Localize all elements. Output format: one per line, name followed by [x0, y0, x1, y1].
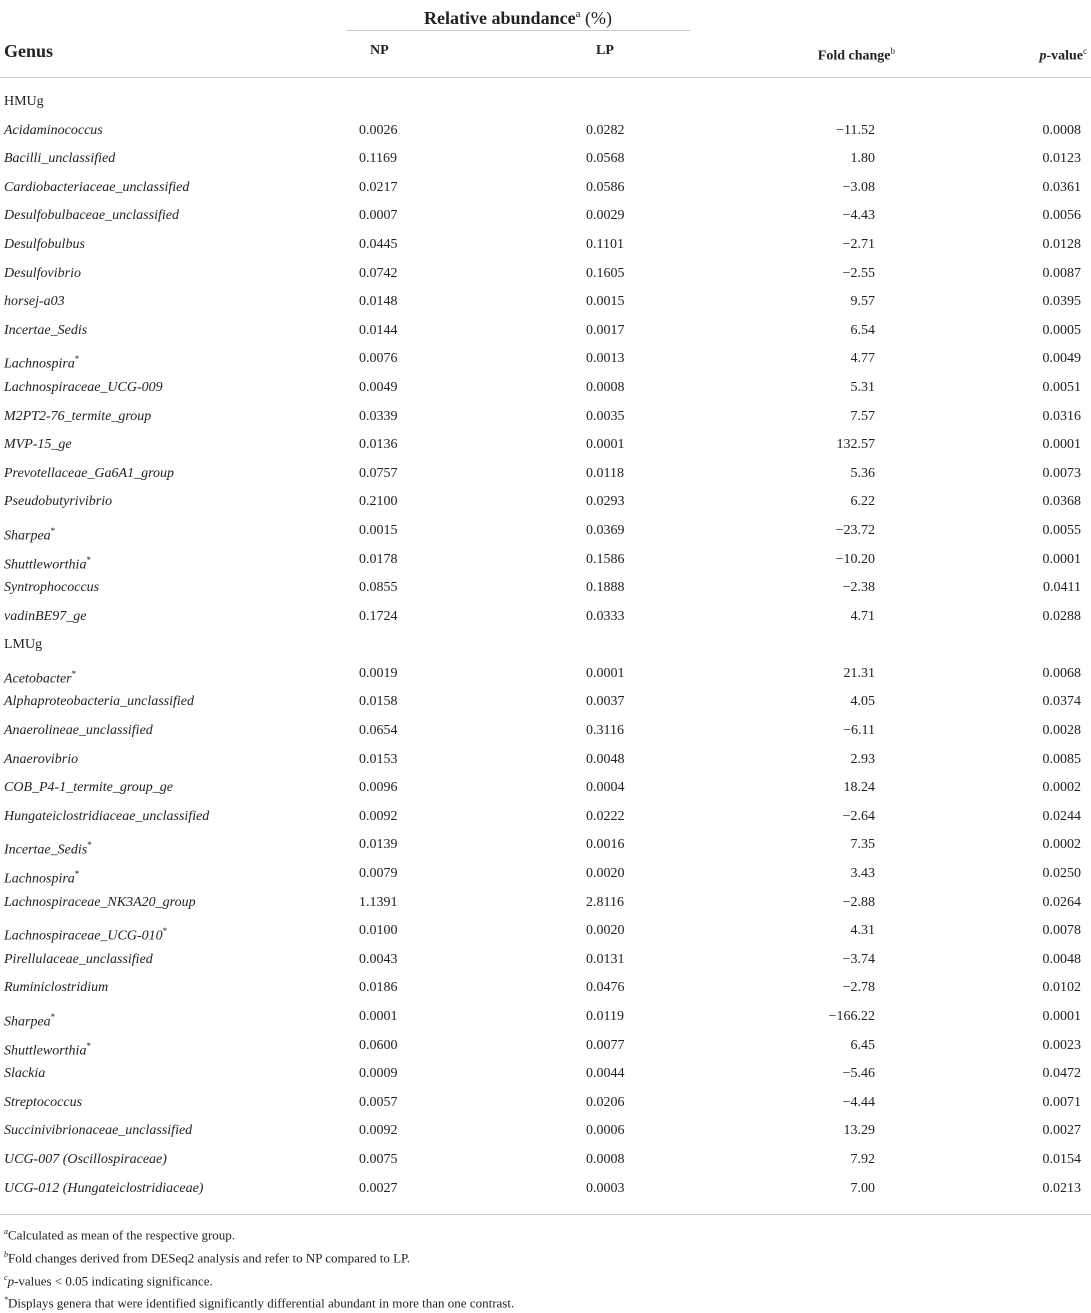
p-value-cell: 0.0361 — [1042, 179, 1081, 195]
genus-name: Desulfobulbus — [4, 236, 85, 252]
genus-name: Prevotellaceae_Ga6A1_group — [4, 465, 175, 481]
fold-change-cell: 5.36 — [850, 465, 875, 481]
np-cell: 0.2100 — [359, 494, 398, 510]
table-row — [0, 603, 1091, 632]
np-cell: 0.0079 — [359, 866, 398, 882]
fold-change-cell: −2.88 — [842, 894, 875, 910]
fold-change-cell: −4.43 — [842, 208, 875, 224]
genus-name: Desulfobulbaceae_unclassified — [4, 208, 179, 224]
genus-cell — [4, 746, 78, 775]
lp-cell: 0.0048 — [586, 751, 625, 767]
table-row — [0, 831, 1091, 860]
p-value-cell: 0.0068 — [1042, 665, 1081, 681]
lp-cell: 0.0008 — [586, 1151, 625, 1167]
genus-cell — [4, 717, 153, 746]
p-value-cell: 0.0048 — [1042, 951, 1081, 967]
genus-cell — [4, 688, 194, 717]
fold-change-cell: 1.80 — [850, 151, 875, 167]
np-cell: 0.0339 — [359, 408, 398, 424]
fold-change-cell: 4.71 — [850, 608, 875, 624]
footnote-marker: b — [4, 1249, 8, 1259]
lp-cell: 0.3116 — [586, 723, 624, 739]
multi-contrast-marker: * — [86, 554, 91, 565]
p-value-cell: 0.0001 — [1042, 1009, 1081, 1024]
genus-cell — [4, 231, 85, 260]
p-value-cell: 0.0264 — [1042, 894, 1081, 910]
lp-cell: 0.0006 — [586, 1123, 625, 1139]
fold-change-cell: −5.46 — [842, 1066, 875, 1082]
genus-name: Ruminiclostridium — [4, 980, 109, 996]
np-cell: 0.0158 — [359, 694, 398, 710]
genus-cell — [4, 774, 173, 803]
genus-column-header: Genus — [4, 41, 54, 61]
fold-change-cell: −2.71 — [842, 236, 875, 252]
np-cell: 0.0100 — [359, 923, 398, 939]
footnote-text: Displays genera that were identified significantly differential abundant in more than one contrast. — [8, 1295, 515, 1311]
genus-name: Lachnospiraceae_UCG-010 — [4, 928, 163, 944]
genus-name: Slackia — [4, 1066, 46, 1082]
genus-name: Shuttleworthia — [4, 1043, 87, 1059]
np-cell: 0.0096 — [359, 780, 398, 796]
p-value-cell: 0.0073 — [1042, 465, 1081, 481]
fold-change-label: Fold change — [817, 48, 891, 64]
table-row — [0, 231, 1091, 260]
p-value-cell: 0.0288 — [1042, 608, 1081, 624]
genus-cell — [4, 488, 112, 517]
table-row — [0, 145, 1091, 174]
genus-name: vadinBE97_ge — [4, 608, 87, 624]
np-cell: 0.0009 — [359, 1066, 398, 1082]
p-value-cell: 0.0028 — [1042, 723, 1081, 739]
p-value-cell: 0.0001 — [1042, 551, 1081, 567]
lp-cell: 0.0015 — [586, 294, 625, 310]
np-cell: 0.0075 — [359, 1151, 398, 1167]
footnotes — [4, 1222, 514, 1313]
lp-cell: 0.0004 — [586, 780, 625, 796]
footnote-marker: a — [575, 8, 581, 20]
p-value-cell: 0.0051 — [1042, 379, 1081, 395]
lp-cell: 0.1586 — [586, 551, 625, 567]
fold-change-cell: −11.52 — [836, 122, 875, 138]
lp-cell: 0.0586 — [586, 179, 625, 195]
multi-contrast-marker: * — [87, 840, 92, 851]
footnote-text: -values < 0.05 indicating significance. — [14, 1272, 213, 1288]
genus-name: Acidaminococcus — [4, 122, 103, 138]
footnote — [4, 1268, 514, 1291]
genus-name: Alphaproteobacteria_unclassified — [4, 694, 195, 710]
p-value-cell: 0.0102 — [1042, 980, 1081, 996]
p-value-cell: 0.0008 — [1042, 122, 1081, 138]
fold-change-cell: 6.54 — [850, 322, 875, 338]
lp-cell: 0.0020 — [586, 923, 625, 939]
table-row — [0, 889, 1091, 918]
genus-cell — [4, 317, 87, 346]
genus-cell — [4, 574, 99, 603]
fold-change-cell: 9.57 — [850, 294, 875, 310]
fold-change-cell: 6.22 — [850, 494, 875, 510]
multi-contrast-marker: * — [71, 668, 77, 679]
p-value-cell: 0.0071 — [1042, 1094, 1081, 1110]
p-value-cell: 0.0411 — [1043, 580, 1081, 596]
genus-cell — [4, 202, 179, 231]
fold-change-cell: 5.31 — [850, 379, 875, 395]
p-value-cell: 0.0374 — [1042, 694, 1081, 710]
np-cell: 0.0027 — [359, 1180, 398, 1196]
fold-change-cell: −2.78 — [842, 980, 875, 996]
np-cell: 0.1169 — [359, 151, 397, 167]
p-value-cell: 0.0056 — [1042, 208, 1081, 224]
table-row — [0, 974, 1091, 1003]
np-cell: 0.0049 — [359, 379, 398, 395]
table-body — [0, 88, 1091, 1203]
fold-change-cell: 7.92 — [850, 1151, 875, 1167]
genus-cell — [4, 1146, 167, 1175]
lp-cell: 2.8116 — [586, 894, 624, 910]
table-row — [0, 431, 1091, 460]
lp-cell: 0.0077 — [586, 1037, 625, 1053]
p-value-cell: 0.0023 — [1042, 1037, 1081, 1053]
section-label: LMUg — [4, 637, 43, 653]
table-row — [0, 288, 1091, 317]
fold-change-cell: −10.20 — [835, 551, 875, 567]
genus-name: MVP-15_ge — [4, 437, 72, 453]
fold-change-cell: 132.57 — [836, 437, 875, 453]
fold-change-cell: 13.29 — [843, 1123, 875, 1139]
genus-name: Anaerolineae_unclassified — [4, 723, 153, 739]
footnote-italic: p — [7, 1272, 15, 1288]
np-cell: 0.0186 — [359, 980, 398, 996]
lp-cell: 0.0568 — [586, 151, 625, 167]
table-row — [0, 946, 1091, 975]
genus-cell — [4, 603, 86, 632]
relative-abundance-unit: (%) — [584, 8, 612, 28]
p-value-cell: 0.0002 — [1042, 837, 1081, 853]
genus-cell — [4, 431, 72, 460]
np-cell: 0.0001 — [359, 1009, 398, 1024]
table-row — [0, 1117, 1091, 1146]
lp-cell: 0.0206 — [586, 1094, 625, 1110]
lp-cell: 0.0369 — [586, 522, 625, 538]
fold-change-cell: −3.74 — [842, 951, 875, 967]
genus-name: Desulfovibrio — [4, 265, 81, 281]
lp-cell: 0.0293 — [586, 494, 625, 510]
genus-name: Syntrophococcus — [4, 580, 100, 596]
genus-name: Succinivibrionaceae_unclassified — [4, 1123, 193, 1139]
genus-name: horsej-a03 — [4, 294, 65, 310]
fold-change-cell: −166.22 — [828, 1009, 875, 1024]
fold-change-cell: 6.45 — [850, 1037, 875, 1053]
table-row — [0, 345, 1091, 374]
p-value-cell: 0.0472 — [1042, 1066, 1081, 1082]
np-cell: 0.0019 — [359, 665, 398, 681]
lp-cell: 0.0016 — [586, 837, 625, 853]
table-row — [0, 860, 1091, 889]
lp-cell: 0.0001 — [586, 437, 625, 453]
p-value-cell: 0.0078 — [1042, 923, 1081, 939]
lp-cell: 0.0003 — [586, 1180, 625, 1196]
lp-cell: 0.0029 — [586, 208, 625, 224]
np-cell: 0.0015 — [359, 522, 398, 538]
lp-cell: 0.0044 — [586, 1066, 625, 1082]
np-cell: 0.0153 — [359, 751, 398, 767]
genus-cell — [4, 117, 103, 146]
lp-cell: 0.0118 — [586, 465, 624, 481]
genus-cell — [4, 174, 189, 203]
np-cell: 0.0148 — [359, 294, 398, 310]
np-cell: 0.0092 — [359, 1123, 398, 1139]
lp-cell: 0.0131 — [586, 951, 625, 967]
genus-cell — [4, 374, 163, 403]
footnote-marker: b — [890, 46, 895, 56]
genus-cell — [4, 1175, 203, 1204]
genus-cell — [4, 1089, 82, 1118]
table-row — [0, 574, 1091, 603]
footnote-text: Fold changes derived from DESeq2 analysis and refer to NP compared to LP. — [8, 1250, 411, 1266]
table-row — [0, 517, 1091, 546]
table-row — [0, 746, 1091, 775]
np-cell: 0.0139 — [359, 837, 398, 853]
fold-change-cell: −4.44 — [842, 1094, 875, 1110]
table-row — [0, 260, 1091, 289]
np-cell: 0.0757 — [359, 465, 398, 481]
footnote — [4, 1245, 514, 1268]
p-value-cell: 0.0213 — [1042, 1180, 1081, 1196]
multi-contrast-marker: * — [162, 926, 168, 937]
fold-change-cell: −2.64 — [842, 808, 875, 824]
footnote — [4, 1290, 514, 1313]
np-cell: 0.0600 — [359, 1037, 398, 1053]
table-row — [0, 1060, 1091, 1089]
genus-name: Anaerovibrio — [4, 751, 79, 767]
p-value-cell: 0.0316 — [1042, 408, 1081, 424]
np-cell: 0.0092 — [359, 808, 398, 824]
table-row — [0, 1003, 1091, 1032]
fold-change-cell: 4.77 — [850, 351, 875, 367]
header-divider-span — [346, 30, 690, 31]
p-value-cell: 0.0055 — [1042, 522, 1081, 538]
genus-cell — [4, 403, 151, 432]
genus-cell — [4, 288, 65, 317]
np-cell: 0.0007 — [359, 208, 398, 224]
genus-name: Streptococcus — [4, 1094, 83, 1110]
header-divider — [0, 77, 1091, 78]
fold-change-cell: 4.31 — [850, 923, 875, 939]
fold-change-cell: 7.00 — [850, 1180, 875, 1196]
lp-column-header: LP — [596, 43, 614, 58]
p-value-cell: 0.0128 — [1042, 236, 1081, 252]
fold-change-cell: 4.05 — [850, 694, 875, 710]
footnote-marker: a — [4, 1227, 8, 1236]
table-row — [0, 717, 1091, 746]
genus-name: M2PT2-76_termite_group — [4, 408, 152, 424]
genus-name: UCG-012 (Hungateiclostridiaceae) — [4, 1180, 204, 1196]
p-value-cell: 0.0049 — [1042, 351, 1081, 367]
footnote-marker: c — [1083, 46, 1087, 56]
section-row — [0, 631, 1091, 660]
np-cell: 0.0855 — [359, 580, 398, 596]
lp-cell: 0.0008 — [586, 379, 625, 395]
p-value-cell: 0.0368 — [1042, 494, 1081, 510]
table-row — [0, 174, 1091, 203]
genus-name: Bacilli_unclassified — [4, 151, 116, 167]
fold-change-cell: 21.31 — [843, 665, 875, 681]
p-value-cell: 0.0154 — [1042, 1151, 1081, 1167]
fold-change-cell: −6.11 — [843, 723, 875, 739]
np-cell: 0.1724 — [359, 608, 398, 624]
fold-change-cell: 18.24 — [843, 780, 875, 796]
genus-name: Lachnospiraceae_NK3A20_group — [4, 894, 196, 910]
table-row — [0, 1032, 1091, 1061]
genus-name: Shuttleworthia — [4, 557, 87, 573]
p-value-cell: 0.0250 — [1042, 866, 1081, 882]
fold-change-cell: 7.35 — [850, 837, 875, 853]
footnote-text: Calculated as mean of the respective group. — [8, 1227, 236, 1243]
fold-change-cell: −23.72 — [835, 522, 875, 538]
genus-name: Sharpea — [4, 1014, 51, 1030]
footnote-marker: c — [4, 1272, 8, 1282]
table-row — [0, 1089, 1091, 1118]
fold-change-cell: 3.43 — [850, 866, 875, 882]
fold-change-cell: −2.38 — [842, 580, 875, 596]
lp-cell: 0.0037 — [586, 694, 625, 710]
np-cell: 1.1391 — [359, 894, 398, 910]
np-cell: 0.0026 — [359, 122, 398, 138]
genus-name: Lachnospiraceae_UCG-009 — [4, 379, 163, 395]
lp-cell: 0.0001 — [586, 665, 625, 681]
lp-cell: 0.0222 — [586, 808, 625, 824]
table-row — [0, 688, 1091, 717]
np-cell: 0.0217 — [359, 179, 398, 195]
table-row — [0, 1146, 1091, 1175]
section-label: HMUg — [4, 94, 44, 109]
genus-name: Cardiobacteriaceae_unclassified — [4, 179, 190, 195]
relative-abundance-label: Relative abundance — [424, 8, 576, 28]
np-column-header: NP — [370, 43, 389, 58]
genus-cell — [4, 1117, 192, 1146]
lp-cell: 0.0476 — [586, 980, 625, 996]
np-cell: 0.0654 — [359, 723, 398, 739]
multi-contrast-marker: * — [50, 525, 56, 536]
table-row — [0, 202, 1091, 231]
table-row — [0, 460, 1091, 489]
np-cell: 0.0742 — [359, 265, 398, 281]
fold-change-cell: −2.55 — [842, 265, 875, 281]
genus-cell — [4, 460, 174, 489]
table-row — [0, 803, 1091, 832]
lp-cell: 0.0333 — [586, 608, 625, 624]
multi-contrast-marker: * — [86, 1040, 91, 1051]
table-row — [0, 374, 1091, 403]
fold-change-cell: −3.08 — [842, 179, 875, 195]
footnote — [4, 1222, 514, 1245]
genus-name: UCG-007 (Oscillospiraceae) — [4, 1151, 167, 1167]
relative-abundance-header — [346, 0, 690, 28]
table-row — [0, 546, 1091, 575]
fold-change-cell: 7.57 — [850, 408, 875, 424]
p-value-cell: 0.0002 — [1042, 780, 1081, 796]
lp-cell: 0.1605 — [586, 265, 625, 281]
genus-name: Acetobacter — [4, 671, 72, 687]
genus-cell — [4, 1060, 45, 1089]
table-bottom-rule — [0, 1214, 1091, 1215]
np-cell: 0.0076 — [359, 351, 398, 367]
genus-name: Lachnospira — [4, 357, 75, 372]
lp-cell: 0.0020 — [586, 866, 625, 882]
lp-cell: 0.0035 — [586, 408, 625, 424]
p-value-label: -value — [1046, 48, 1083, 64]
lp-cell: 0.0119 — [586, 1009, 624, 1024]
multi-contrast-marker: * — [50, 1012, 56, 1022]
np-cell: 0.0178 — [359, 551, 398, 567]
np-cell: 0.0445 — [359, 236, 398, 252]
table-row — [0, 488, 1091, 517]
lp-cell: 0.0013 — [586, 351, 625, 367]
genus-cell — [4, 260, 81, 289]
np-cell: 0.0144 — [359, 322, 398, 338]
genus-name: COB_P4-1_termite_group_ge — [4, 780, 174, 796]
p-value-cell: 0.0027 — [1042, 1123, 1081, 1139]
genus-name: Lachnospira — [4, 871, 75, 887]
np-cell: 0.0057 — [359, 1094, 398, 1110]
fold-change-cell: 2.93 — [850, 751, 875, 767]
section-row — [0, 88, 1091, 117]
p-value-cell: 0.0244 — [1042, 808, 1081, 824]
genus-cell — [4, 889, 196, 918]
lp-cell: 0.0282 — [586, 122, 625, 138]
genus-cell — [4, 145, 115, 174]
lp-cell: 0.0017 — [586, 322, 625, 338]
genus-name: Pirellulaceae_unclassified — [4, 951, 153, 967]
genus-name: Pseudobutyrivibrio — [4, 494, 113, 510]
multi-contrast-marker: * — [74, 869, 80, 880]
fold-change-column-header — [818, 40, 895, 68]
table-row — [0, 317, 1091, 346]
lp-cell: 0.1101 — [586, 236, 624, 252]
genus-cell — [4, 946, 153, 975]
p-value-cell: 0.0001 — [1042, 437, 1081, 453]
p-value-cell: 0.0087 — [1042, 265, 1081, 281]
p-value-cell: 0.0005 — [1042, 322, 1081, 338]
lp-cell: 0.1888 — [586, 580, 625, 596]
genus-name: Incertae_Sedis — [4, 843, 88, 859]
table-row — [0, 117, 1091, 146]
genus-name: Hungateiclostridiaceae_unclassified — [4, 808, 210, 824]
table-row — [0, 774, 1091, 803]
table-row — [0, 660, 1091, 689]
genus-cell — [4, 974, 108, 1003]
p-value-cell: 0.0395 — [1042, 294, 1081, 310]
table-row — [0, 1175, 1091, 1204]
table-row — [0, 917, 1091, 946]
genus-name: Sharpea — [4, 528, 51, 544]
table-row — [0, 403, 1091, 432]
p-value-italic: p — [1039, 48, 1047, 64]
genus-cell — [4, 803, 209, 832]
genus-name: Incertae_Sedis — [4, 322, 88, 338]
p-value-cell: 0.0123 — [1042, 151, 1081, 167]
footnote-marker: * — [4, 1295, 8, 1305]
np-cell: 0.0136 — [359, 437, 398, 453]
multi-contrast-marker: * — [74, 354, 80, 365]
p-value-column-header — [1039, 40, 1087, 68]
p-value-cell: 0.0085 — [1042, 751, 1081, 767]
np-cell: 0.0043 — [359, 951, 398, 967]
